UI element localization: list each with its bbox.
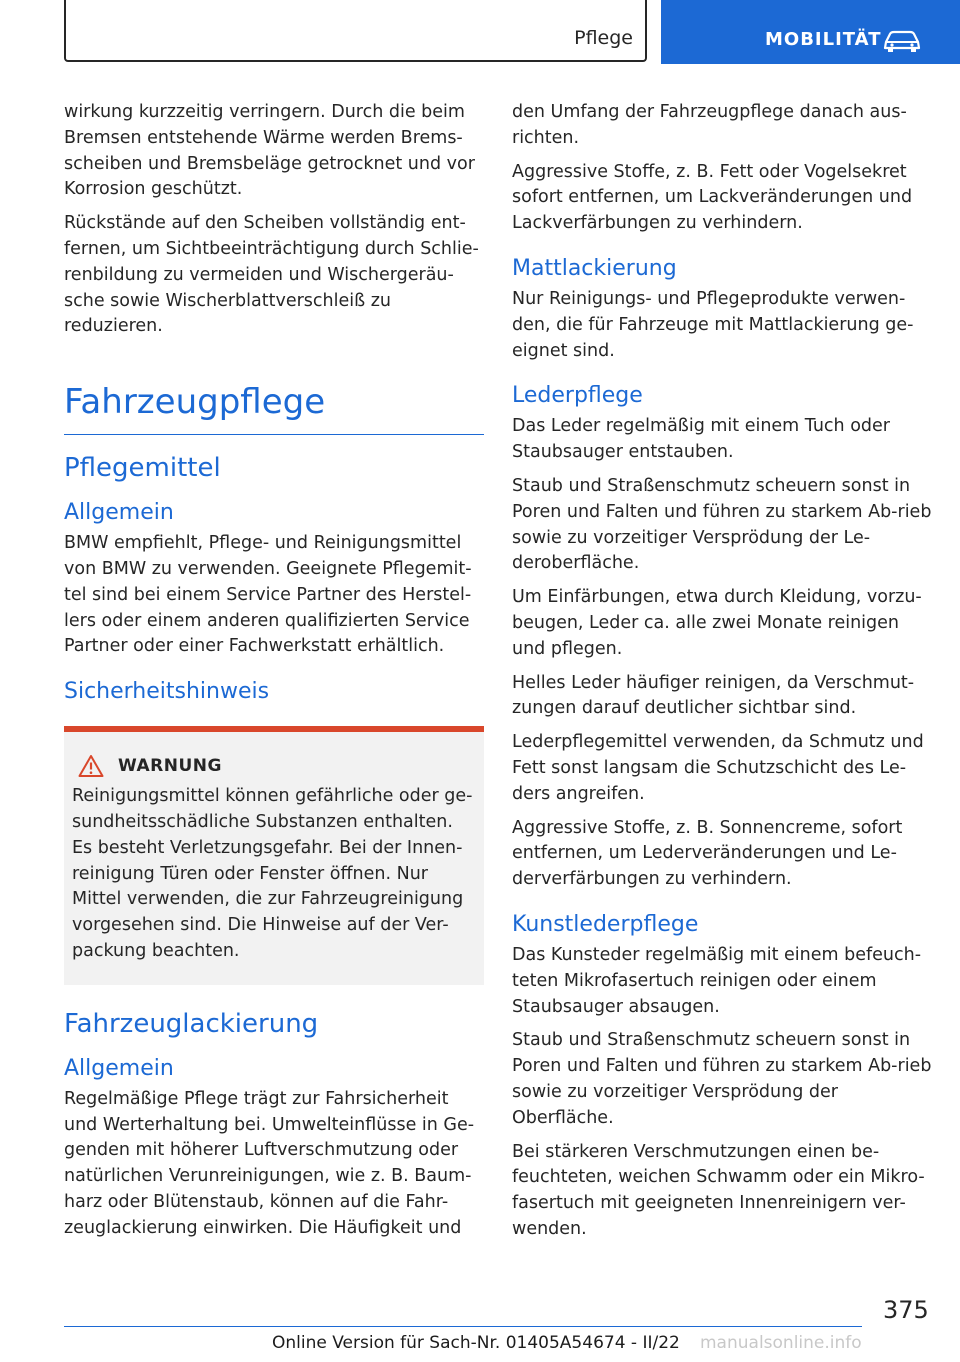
warning-text: Reinigungsmittel können gefährliche oder ge-sundheitsschädliche Substanzen enthalten. Es besteht Verletzungsgefahr. Bei der Innen-reinigung Türen oder Fenster öffnen. Nur Mittel verwenden, die zur Fahrzeugreinigung vorgesehen sind. Die Hinweise auf der Ver-packung beachten. xyxy=(72,786,473,961)
paragraph: wirkung kurzzeitig verringern. Durch die beim Bremsen entstehende Wärme werden Brems-scheiben und Bremsbeläge getrocknet und vor Korrosion geschützt. xyxy=(64,102,475,200)
subsection-heading: Mattlackierung xyxy=(512,255,677,281)
paragraph: den Umfang der Fahrzeugpflege danach aus-richten. xyxy=(512,102,907,148)
paragraph: BMW empfiehlt, Pflege- und Reinigungsmittel von BMW zu verwenden. Geeignete Pflegemit-tel sind bei einem Service Partner des Herstel-lers oder einem anderen qualifizierten Service Partner oder einer Fachwerkstatt erhältlich. xyxy=(64,533,472,657)
paragraph: Aggressive Stoffe, z. B. Fett oder Vogelsekret sofort entfernen, um Lackveränderungen und Lackverfärbungen zu verhindern. xyxy=(512,161,913,234)
paragraph: Staub und Straßenschmutz scheuern sonst in Poren und Falten und führen zu starkem Ab-rieb sowie zu vorzeitiger Versprödung der Oberfläche. xyxy=(512,1030,932,1128)
chapter-heading: Fahrzeugpflege xyxy=(64,348,484,435)
left-column xyxy=(64,100,484,1250)
paragraph: Rückstände auf den Scheiben vollständig ent-fernen, um Sichtbeeinträchtigung durch Schlie-renbildung zu vermeiden und Wischergeräu-sche sowie Wischerblattverschleiß zu reduzieren. xyxy=(64,213,479,337)
subsection-heading: Kunstlederpflege xyxy=(512,911,699,937)
paragraph: Aggressive Stoffe, z. B. Sonnencreme, sofort entfernen, um Lederveränderungen und Le-derverfärbungen zu verhindern. xyxy=(512,817,903,890)
paragraph: Helles Leder häufiger reinigen, da Verschmut-zungen darauf deutlicher sichtbar sind. xyxy=(512,672,915,719)
footer-rule xyxy=(64,1326,862,1327)
paragraph: Staub und Straßenschmutz scheuern sonst in Poren und Falten und führen zu starkem Ab-rieb sowie zu vorzeitiger Versprödung der Le-deroberfläche. xyxy=(512,475,932,574)
warning-header xyxy=(72,754,476,778)
chapter-tab-label: MOBILITÄT xyxy=(765,29,882,50)
paragraph: Bei stärkeren Verschmutzungen einen be-feuchteten, weichen Schwamm oder ein Mikro-fasertuch mit geeigneten Innenreinigern ver-wenden. xyxy=(512,1141,925,1239)
section-tab xyxy=(64,0,647,62)
section-heading: Fahrzeuglackierung xyxy=(64,1008,319,1039)
subsection-heading: Lederpflege xyxy=(512,383,643,409)
chapter-tab xyxy=(661,0,960,64)
section-tab-label: Pflege xyxy=(574,27,633,49)
paragraph: Das Leder regelmäßig mit einem Tuch oder Staubsauger entstauben. xyxy=(512,416,890,463)
warning-box xyxy=(64,726,484,985)
section-heading: Pflegemittel xyxy=(64,453,221,484)
paragraph: Um Einfärbungen, etwa durch Kleidung, vorzu-beugen, Leder ca. alle zwei Monate reinigen und pflegen. xyxy=(512,587,922,659)
warning-title: WARNUNG xyxy=(118,756,222,777)
paragraph: Regelmäßige Pflege trägt zur Fahrsicherheit und Werterhaltung bei. Umwelteinflüsse in Ge-genden mit höherer Luftverschmutzung oder natürlichen Verunreinigungen, wie z. B. Baum-harz oder Blütenstaub, können auf die Fahr-zeuglackierung einwirken. Die Häufigkeit und xyxy=(64,1088,475,1238)
subsection-heading: Allgemein xyxy=(64,500,174,526)
right-column xyxy=(512,100,932,1251)
paragraph: Lederpflegemittel verwenden, da Schmutz und Fett sonst langsam die Schutzschicht des Le-ders angreifen. xyxy=(512,732,924,804)
page-number: 375 xyxy=(883,1296,929,1324)
car-icon xyxy=(882,28,922,54)
paragraph: Nur Reinigungs- und Pflegeprodukte verwen-den, die für Fahrzeuge mit Mattlackierung ge-eignet sind. xyxy=(512,288,914,361)
subsection-heading: Sicherheitshinweis xyxy=(64,679,270,705)
paragraph: Das Kunsteder regelmäßig mit einem befeuch-teten Mikrofasertuch reinigen oder einem Staubsauger absaugen. xyxy=(512,944,922,1017)
watermark: manualsonline.info xyxy=(700,1333,862,1353)
online-version-note: Online Version für Sach-Nr. 01405A54674 - II/22 xyxy=(272,1333,680,1353)
subsection-heading: Allgemein xyxy=(64,1055,174,1081)
page-header xyxy=(0,0,960,66)
warning-triangle-icon xyxy=(78,754,104,778)
